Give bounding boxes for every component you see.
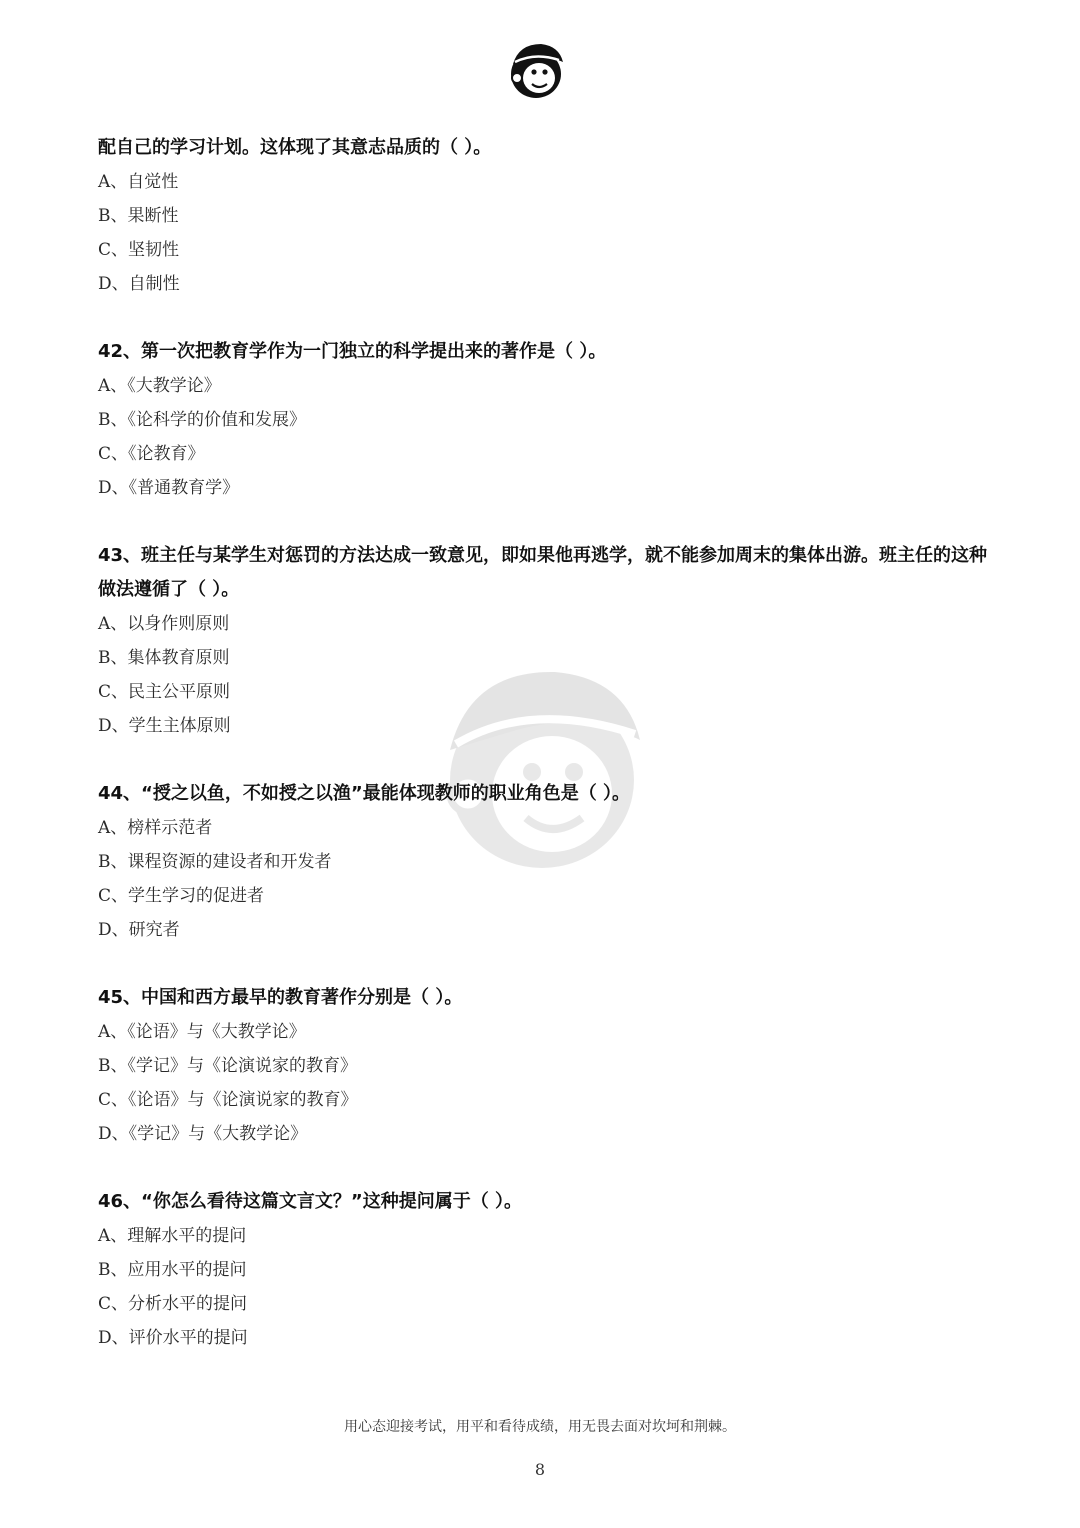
option-d: D、研究者 bbox=[98, 920, 180, 940]
option-a: A、榜样示范者 bbox=[98, 818, 213, 838]
option-d: D、《学记》与《大教学论》 bbox=[98, 1124, 308, 1144]
question-45 bbox=[98, 981, 998, 1151]
option-b: B、应用水平的提问 bbox=[98, 1260, 247, 1280]
question-46 bbox=[98, 1185, 998, 1355]
option-a: A、理解水平的提问 bbox=[98, 1226, 247, 1246]
option-d: D、《普通教育学》 bbox=[98, 478, 240, 498]
option-c: C、学生学习的促进者 bbox=[98, 886, 265, 906]
option-c: C、坚韧性 bbox=[98, 240, 180, 260]
option-b: B、《学记》与《论演说家的教育》 bbox=[98, 1056, 357, 1076]
option-d: D、评价水平的提问 bbox=[98, 1328, 248, 1348]
option-c: C、《论语》与《论演说家的教育》 bbox=[98, 1090, 358, 1110]
monkey-mascot-icon bbox=[505, 40, 567, 100]
option-b: B、课程资源的建设者和开发者 bbox=[98, 852, 332, 872]
question-41 bbox=[98, 131, 998, 301]
footer-motto: 用心态迎接考试，用平和看待成绩，用无畏去面对坎坷和荆棘。 bbox=[344, 1419, 736, 1435]
option-a: A、《论语》与《大教学论》 bbox=[98, 1022, 306, 1042]
option-b: B、《论科学的价值和发展》 bbox=[98, 410, 306, 430]
option-b: B、集体教育原则 bbox=[98, 648, 230, 668]
question-stem: 配自己的学习计划。这体现了其意志品质的（ ）。 bbox=[98, 137, 492, 158]
question-stem: 42、第一次把教育学作为一门独立的科学提出来的著作是（ ）。 bbox=[98, 341, 607, 362]
option-c: C、民主公平原则 bbox=[98, 682, 231, 702]
question-stem: 46、“你怎么看待这篇文言文？”这种提问属于（ ）。 bbox=[98, 1191, 522, 1212]
option-a: A、以身作则原则 bbox=[98, 614, 230, 634]
option-c: C、分析水平的提问 bbox=[98, 1294, 248, 1314]
question-43 bbox=[98, 539, 998, 743]
question-44 bbox=[98, 777, 998, 947]
option-d: D、自制性 bbox=[98, 274, 180, 294]
question-stem: 43、班主任与某学生对惩罚的方法达成一致意见，即如果他再逃学，就不能参加周末的集体出游。班主任的这种做法遵循了（ ）。 bbox=[98, 545, 988, 600]
question-42 bbox=[98, 335, 998, 505]
option-a: A、自觉性 bbox=[98, 172, 179, 192]
option-a: A、《大教学论》 bbox=[98, 376, 221, 396]
question-stem: 45、中国和西方最早的教育著作分别是（ ）。 bbox=[98, 987, 463, 1008]
page-number: 8 bbox=[534, 1460, 546, 1479]
option-b: B、果断性 bbox=[98, 206, 179, 226]
option-d: D、学生主体原则 bbox=[98, 716, 231, 736]
question-list bbox=[98, 131, 998, 1355]
option-c: C、《论教育》 bbox=[98, 444, 205, 464]
question-stem: 44、“授之以鱼，不如授之以渔”最能体现教师的职业角色是（ ）。 bbox=[98, 783, 630, 804]
